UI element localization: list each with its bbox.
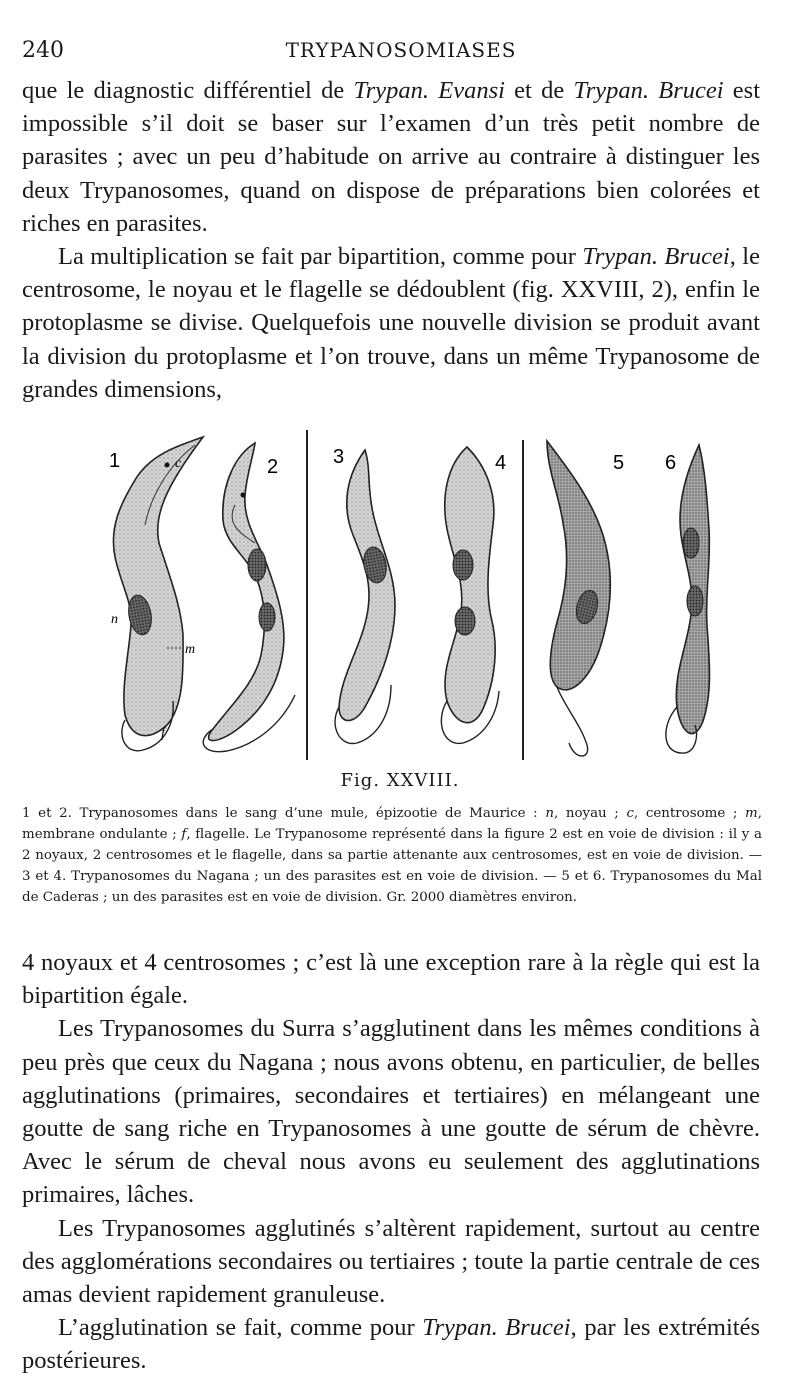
label-f: f [161, 726, 165, 741]
text-run: 4 noyaux et 4 centrosomes ; c’est là une exception rare à la règle qui est la bipartition égale. [22, 949, 760, 1010]
trypanosome-4 [441, 447, 506, 743]
caption-text [22, 803, 762, 908]
paragraph [22, 74, 760, 240]
page-number: 240 [22, 38, 64, 63]
figure-number: 3 [333, 446, 345, 468]
trypanosome-1 [109, 437, 203, 751]
label-c: c [175, 456, 182, 471]
figure-number: 5 [613, 452, 625, 474]
text-run: 1 et 2. Trypanosomes dans le sang d’une mule, épizootie de Maurice : [22, 806, 546, 821]
body-text-bottom [22, 946, 760, 1378]
text-run: est impossible s’il doit se baser sur l’examen d’un très petit nombre de parasites ; avec un peu d’habitude on arrive au contraire à distinguer les deux Trypanosomes, quand on dispose de préparations bien colorées et riches en parasites. [22, 77, 760, 237]
text-run: Les Trypanosomes agglutinés s’altèrent rapidement, surtout au centre des agglomérations secondaires ou tertiaires ; toute la partie centrale de ces amas devient rapidement granuleuse. [22, 1214, 760, 1309]
text-run: , centrosome ; [633, 806, 746, 821]
text-run: Les Trypanosomes du Surra s’agglutinent dans les mêmes conditions à peu près que ceux du Nagana ; nous avons obtenu, en particulier, de belles agglutinations (primaires, secondaires et tertiaires) en mélangeant une goutte de sang riche en Trypanosomes à une goutte de sérum de chèvre. Avec le sérum de cheval nous avons eu seulement des agglutinations primaires, lâches. [22, 1015, 760, 1209]
figure-xxviii [95, 425, 725, 765]
trypanosome-3 [333, 446, 395, 743]
text-run: , flagelle. Le Trypanosome représenté dans la figure 2 est en voie de division : il y a 2 noyaux, 2 centrosomes et le flagelle, dans sa partie attenante aux centrosomes, est en voie de division. — 3 et 4. Trypanosomes du Nagana ; un des parasites est en voie de division. — 5 et 6. Trypanosomes du Mal de Caderas ; un des parasites est en voie de division. Gr. 2000 diamètres environ. [22, 827, 763, 905]
label-m: m [185, 642, 196, 657]
text-run: L’agglutination se fait, comme pour [58, 1314, 423, 1342]
figure-number: 1 [109, 450, 121, 472]
figure-caption [22, 803, 762, 908]
italic-run: m [745, 806, 758, 821]
italic-run: Trypan. Brucei [422, 1314, 571, 1342]
figure-number: 6 [665, 452, 677, 474]
text-run: , noyau ; [553, 806, 627, 821]
paragraph [22, 946, 760, 1012]
text-run: que le diagnostic différentiel de [22, 77, 354, 104]
trypanosome-6 [665, 445, 710, 753]
trypanosome-5 [547, 441, 624, 756]
text-run: La multiplication se fait par bipartition, comme pour [58, 243, 583, 271]
label-n: n [111, 612, 118, 627]
figure-number: 4 [495, 452, 507, 474]
text-run: , membrane ondulante ; [22, 806, 762, 842]
body-text-top [22, 74, 760, 406]
trypanosome-2 [203, 443, 295, 752]
figure-title: Fig. XXVIII. [340, 770, 460, 791]
text-run: , par les extrémités postérieures. [22, 1314, 760, 1375]
italic-run: f [181, 827, 187, 842]
figure-number: 2 [267, 456, 279, 478]
paragraph [22, 240, 760, 406]
running-title: TRYPANOSOMIASES [285, 38, 517, 62]
italic-run: n [545, 806, 554, 821]
italic-run: Trypan. Evansi [353, 77, 505, 104]
paragraph [22, 1311, 760, 1377]
paragraph [22, 1212, 760, 1312]
italic-run: Trypan. Brucei [582, 243, 730, 271]
text-run: et de [504, 77, 574, 104]
page-header [22, 38, 780, 68]
paragraph [22, 1012, 760, 1211]
italic-run: c [626, 806, 634, 821]
italic-run: Trypan. Brucei [573, 77, 724, 104]
text-run: , le centrosome, le noyau et le flagelle se dédoublent (fig. XXVIII, 2), enfin le protoplasme se divise. Quelquefois une nouvelle division se produit avant la division du protoplasme et l’on trouve, dans un même Trypanosome de grandes dimensions, [22, 243, 760, 403]
